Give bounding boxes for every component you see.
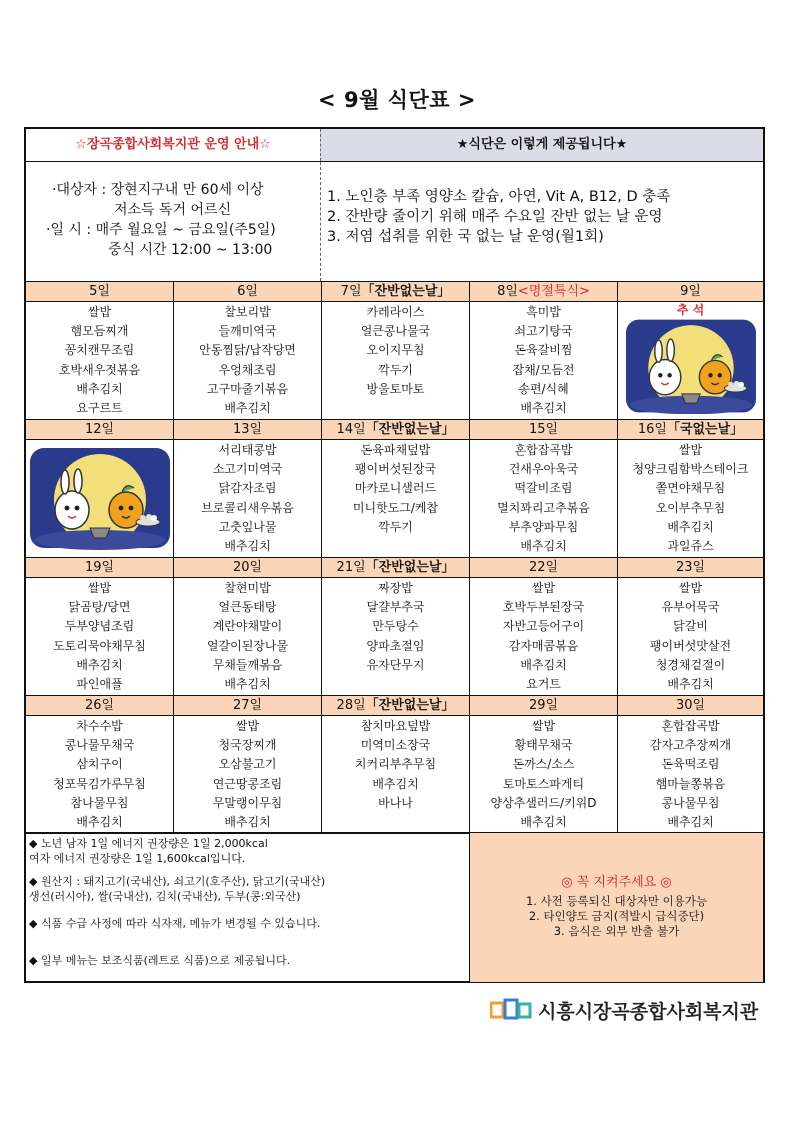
menu-item: 콩나물무침 — [661, 795, 720, 810]
menu-item: 돈육떡조림 — [661, 757, 720, 772]
menu-item: 계란야채말이 — [212, 619, 283, 634]
menu-item: 배추김치 — [667, 519, 714, 534]
menu-item: 쌀밥 — [235, 719, 260, 733]
menu-item: 미니핫도그/케찹 — [352, 500, 439, 515]
menu-item: 호박새우젓볶음 — [58, 362, 141, 377]
menu-item: 햄마늘쫑볶음 — [655, 776, 726, 791]
menu-item: 쌀밥 — [678, 581, 703, 595]
note-origin: ◆ 원산지 : 돼지고기(국내산), 쇠고기(호주산), 닭고기(국내산) — [29, 875, 326, 888]
brand — [490, 997, 758, 1023]
menu-item: 배추김치 — [520, 657, 567, 672]
note-retro: ◆ 일부 메뉴는 보조식품(레트로 식품)으로 제공됩니다. — [29, 954, 291, 967]
menu-item: 오이부추무침 — [655, 500, 726, 515]
day-cell — [470, 558, 618, 695]
note-energy: ◆ 노년 남자 1일 에너지 권장량은 1일 2,000kcal — [29, 837, 268, 850]
menu-item: 참치마요덮밥 — [360, 719, 431, 733]
menu-item: 바나나 — [378, 795, 413, 810]
menu-item: 팽이버섯맛살전 — [649, 638, 732, 653]
menu-item: 배추김치 — [224, 539, 271, 554]
day-number: 19일 — [84, 560, 115, 575]
menu-item: 오이지무침 — [366, 343, 425, 358]
menu-item: 호박두부된장국 — [502, 600, 585, 615]
menu-item: 마카로니샐러드 — [354, 481, 437, 496]
day-header — [618, 558, 763, 578]
menu-item: 유자단무지 — [366, 657, 425, 672]
day-cell — [174, 558, 322, 695]
footer — [26, 832, 763, 981]
note-energy-2: 여자 에너지 권장량은 1일 1,600kcal입니다. — [29, 852, 246, 865]
day-cell — [618, 282, 763, 419]
day-number: 15일 — [528, 422, 559, 437]
notes — [26, 833, 469, 982]
day-cell — [26, 282, 174, 419]
day-cell — [470, 420, 618, 557]
menu-item: 얼갈이된장나물 — [206, 638, 289, 653]
menu-item: 감자매콤볶음 — [508, 638, 579, 653]
day-header — [26, 696, 173, 716]
menu-item: 닭곰탕/당면 — [68, 600, 131, 615]
menu-item: 카레라이스 — [366, 305, 425, 319]
service-line-2: 2. 잔반량 줄이기 위해 매주 수요일 잔반 없는 날 운영 — [327, 209, 663, 225]
chuseok-mascot-icon — [30, 446, 170, 550]
menu-item: 안동찜닭/납작당면 — [199, 343, 296, 358]
menu-item: 참나물무침 — [70, 795, 129, 810]
service-line-1: 1. 노인층 부족 영양소 칼슘, 아연, Vit A, B12, D 충족 — [327, 189, 671, 205]
day-tag: <명절특식> — [517, 284, 590, 299]
day-tag: 「잔반없는날」 — [365, 422, 455, 437]
lunch-time-line: 중식 시간 12:00 ~ 13:00 — [108, 242, 273, 258]
menu-item: 치커리부추무침 — [354, 757, 437, 772]
day-cell — [322, 696, 470, 833]
menu-list — [174, 302, 321, 418]
day-number: 7일 — [340, 284, 362, 299]
menu-item: 방울토마토 — [366, 381, 425, 396]
menu-item: 무말랭이무침 — [212, 795, 283, 810]
page-title: < 9월 식단표 > — [318, 88, 476, 112]
menu-item: 차수수밥 — [76, 719, 123, 733]
menu-item: 무채들깨볶음 — [212, 657, 283, 672]
day-cell — [174, 696, 322, 833]
day-number: 6일 — [237, 284, 258, 299]
warning-title: ◎ 꼭 지켜주세요 ◎ — [561, 875, 672, 890]
menu-item: 햄모듬찌개 — [70, 324, 129, 339]
day-header — [174, 282, 321, 302]
day-header — [174, 420, 321, 440]
menu-list — [26, 578, 173, 694]
menu-item: 쌀밥 — [531, 719, 556, 733]
day-tag: 「잔반없는날」 — [365, 698, 455, 713]
menu-item: 배추김치 — [76, 657, 123, 672]
warning-box — [469, 833, 763, 982]
menu-list — [470, 716, 617, 832]
menu-item: 혼합잡곡밥 — [661, 719, 720, 733]
menu-item: 고춧잎나물 — [218, 519, 277, 534]
note-change: ◆ 식품 수급 사정에 따라 식자재, 메뉴가 변경될 수 있습니다. — [29, 917, 321, 930]
menu-list — [470, 302, 617, 418]
operation-info — [26, 162, 320, 281]
menu-list — [26, 302, 173, 418]
menu-item: 소고기미역국 — [212, 462, 283, 477]
menu-item: 토마토스파게티 — [502, 776, 585, 791]
day-cell — [174, 282, 322, 419]
day-number: 23일 — [675, 560, 706, 575]
menu-item: 쫄면야채무침 — [655, 481, 726, 496]
chuseok-mascot-icon — [626, 318, 756, 414]
day-tag: 「잔반없는날」 — [365, 560, 455, 575]
menu-list — [470, 440, 617, 556]
menu-item: 배추김치 — [520, 815, 567, 830]
day-number: 9일 — [680, 284, 701, 299]
menu-item: 고구마줄기볶음 — [206, 381, 289, 396]
day-header — [470, 696, 617, 716]
note-origin-2: 생선(러시아), 쌀(국내산), 김치(국내산), 두부(콩:외국산) — [29, 890, 301, 903]
menu-item: 두부양념조림 — [64, 619, 135, 634]
day-cell — [174, 420, 322, 557]
day-header — [618, 696, 763, 716]
day-number: 22일 — [528, 560, 559, 575]
menu-item: 청양크림함박스테이크 — [632, 462, 749, 477]
menu-item: 혼합잡곡밥 — [514, 443, 573, 457]
week-row — [26, 282, 763, 420]
menu-item: 황태무채국 — [514, 738, 573, 753]
day-cell — [26, 696, 174, 833]
menu-item: 찰현미밥 — [224, 581, 271, 595]
warning-line-3: 3. 음식은 외부 반출 불가 — [553, 924, 680, 938]
menu-list — [174, 578, 321, 694]
menu-item: 유부어묵국 — [661, 600, 720, 615]
menu-item: 멸치꽈리고추볶음 — [497, 500, 590, 515]
menu-item: 콩나물무채국 — [64, 738, 135, 753]
day-number: 14일 — [336, 422, 366, 437]
menu-item: 돈까스/소스 — [512, 757, 575, 772]
day-number: 28일 — [336, 698, 366, 713]
menu-item: 브로콜리새우볶음 — [201, 500, 294, 515]
menu-list — [618, 578, 763, 694]
menu-item: 부추양파무침 — [508, 519, 579, 534]
menu-item: 얼큰동태탕 — [218, 600, 277, 615]
day-cell — [322, 558, 470, 695]
day-cell — [618, 558, 763, 695]
day-number: 5일 — [89, 284, 110, 299]
day-number: 20일 — [232, 560, 263, 575]
menu-item: 얼큰콩나물국 — [360, 324, 431, 339]
day-number: 16일 — [637, 422, 667, 437]
menu-item: 돈육파채덮밥 — [360, 443, 431, 457]
menu-item: 배추김치 — [76, 815, 123, 830]
menu-item: 감자고추장찌개 — [649, 738, 732, 753]
menu-list — [322, 302, 469, 399]
menu-item: 쌀밥 — [678, 443, 703, 457]
info-header — [26, 129, 763, 162]
day-cell — [26, 420, 174, 557]
menu-item: 요거트 — [526, 677, 561, 692]
menu-item: 배추김치 — [224, 401, 271, 416]
menu-item: 배추김치 — [76, 381, 123, 396]
menu-list — [618, 716, 763, 832]
day-number: 29일 — [528, 698, 559, 713]
warning-line-2: 2. 타인양도 금지(적발시 급식중단) — [528, 909, 705, 923]
menu-item: 잡채/모듬전 — [512, 362, 575, 377]
day-number: 8일 — [497, 284, 518, 299]
operation-info-header: ☆장곡종합사회복지관 운영 안내☆ — [26, 129, 320, 161]
menu-list — [322, 716, 469, 813]
menu-item: 쇠고기탕국 — [514, 324, 573, 339]
day-cell — [26, 558, 174, 695]
menu-list — [322, 440, 469, 537]
day-tag: 「잔반없는날」 — [361, 284, 451, 299]
day-cell — [618, 420, 763, 557]
menu-item: 우엉채조림 — [218, 362, 277, 377]
day-cell — [470, 696, 618, 833]
info-body — [26, 162, 763, 282]
day-number: 21일 — [336, 560, 366, 575]
day-header — [470, 282, 617, 302]
menu-item: 미역미소장국 — [360, 738, 431, 753]
menu-item: 도토리묵야채무침 — [53, 638, 146, 653]
menu-item: 꽁치캔무조림 — [64, 343, 135, 358]
day-header — [470, 558, 617, 578]
menu-item: 삼치구이 — [76, 757, 123, 772]
day-header — [618, 420, 763, 440]
day-header — [174, 558, 321, 578]
menu-sheet — [24, 127, 765, 983]
menu-item: 송편/식혜 — [518, 381, 569, 396]
menu-item: 깍두기 — [378, 519, 413, 534]
day-header — [470, 420, 617, 440]
menu-list — [174, 716, 321, 832]
menu-item: 배추김치 — [372, 776, 419, 791]
service-info-header: ★식단은 이렇게 제공됩니다★ — [320, 129, 763, 161]
menu-item: 과일쥬스 — [667, 539, 714, 554]
day-header — [322, 558, 469, 578]
day-number: 12일 — [84, 422, 115, 437]
menu-item: 떡갈비조림 — [514, 481, 573, 496]
menu-item: 배추김치 — [224, 677, 271, 692]
schedule-line: ·일 시 : 매주 월요일 ~ 금요일(주5일) — [46, 222, 276, 238]
menu-item: 팽이버섯된장국 — [354, 462, 437, 477]
menu-item: 배추김치 — [667, 815, 714, 830]
menu-item: 닭갈비 — [673, 619, 708, 634]
day-header — [26, 558, 173, 578]
menu-item: 흑미밥 — [526, 305, 561, 319]
menu-item: 짜장밥 — [378, 581, 413, 595]
menu-item: 만두탕수 — [372, 619, 419, 634]
service-info — [320, 162, 763, 281]
menu-list — [470, 578, 617, 694]
day-cell — [322, 282, 470, 419]
menu-item: 배추김치 — [667, 677, 714, 692]
menu-grid — [26, 282, 763, 834]
target-line-2: 저소득 독거 어르신 — [114, 202, 232, 218]
holiday-label: 추 석 — [676, 303, 705, 317]
warning-line-1: 1. 사전 등록되신 대상자만 이용가능 — [525, 894, 708, 908]
menu-item: 연근땅콩조림 — [212, 776, 283, 791]
menu-item: 배추김치 — [520, 401, 567, 416]
day-header — [322, 282, 469, 302]
day-number: 27일 — [232, 698, 263, 713]
menu-item: 청경채겉절이 — [655, 657, 726, 672]
menu-item: 쌀밥 — [531, 581, 556, 595]
menu-item: 쌀밥 — [87, 581, 112, 595]
menu-item: 서리태콩밥 — [218, 443, 277, 457]
day-header — [26, 420, 173, 440]
menu-item: 들깨미역국 — [218, 324, 277, 339]
week-row — [26, 696, 763, 834]
day-number: 26일 — [84, 698, 115, 713]
day-number: 13일 — [232, 422, 263, 437]
week-row — [26, 558, 763, 696]
menu-item: 찰보리밥 — [224, 305, 271, 319]
menu-item: 양상추샐러드/키위D — [490, 795, 597, 810]
day-tag: 「국없는날」 — [666, 422, 744, 437]
menu-list — [618, 440, 763, 556]
menu-item: 달걀부추국 — [366, 600, 425, 615]
menu-item: 파인애플 — [76, 677, 123, 692]
menu-item: 자반고등어구이 — [502, 619, 585, 634]
day-number: 30일 — [675, 698, 706, 713]
menu-list — [322, 578, 469, 675]
menu-item: 배추김치 — [520, 539, 567, 554]
menu-item: 깍두기 — [378, 362, 413, 377]
day-header — [322, 420, 469, 440]
menu-item: 오삼불고기 — [218, 757, 277, 772]
menu-item: 쌀밥 — [87, 305, 112, 319]
day-header — [618, 282, 763, 302]
day-cell — [470, 282, 618, 419]
day-cell — [322, 420, 470, 557]
menu-item: 닭감자조림 — [218, 481, 277, 496]
menu-item: 청국장찌개 — [218, 738, 277, 753]
day-cell — [618, 696, 763, 833]
target-line: ·대상자 : 장현지구내 만 60세 이상 — [52, 182, 264, 198]
menu-item: 양파초절임 — [366, 638, 425, 653]
week-row — [26, 420, 763, 558]
menu-item: 요구르트 — [76, 401, 123, 416]
menu-item: 청포묵김가루무침 — [53, 776, 146, 791]
day-header — [174, 696, 321, 716]
day-header — [26, 282, 173, 302]
brand-name: 시흥시장곡종합사회복지관 — [538, 1000, 759, 1023]
day-header — [322, 696, 469, 716]
brand-logo-icon — [490, 998, 532, 1022]
menu-list — [26, 716, 173, 832]
service-line-3: 3. 저염 섭취를 위한 국 없는 날 운영(월1회) — [327, 229, 604, 245]
menu-item: 배추김치 — [224, 815, 271, 830]
menu-item: 돈육갈비찜 — [514, 343, 573, 358]
menu-list — [174, 440, 321, 556]
menu-item: 건새우아욱국 — [508, 462, 579, 477]
